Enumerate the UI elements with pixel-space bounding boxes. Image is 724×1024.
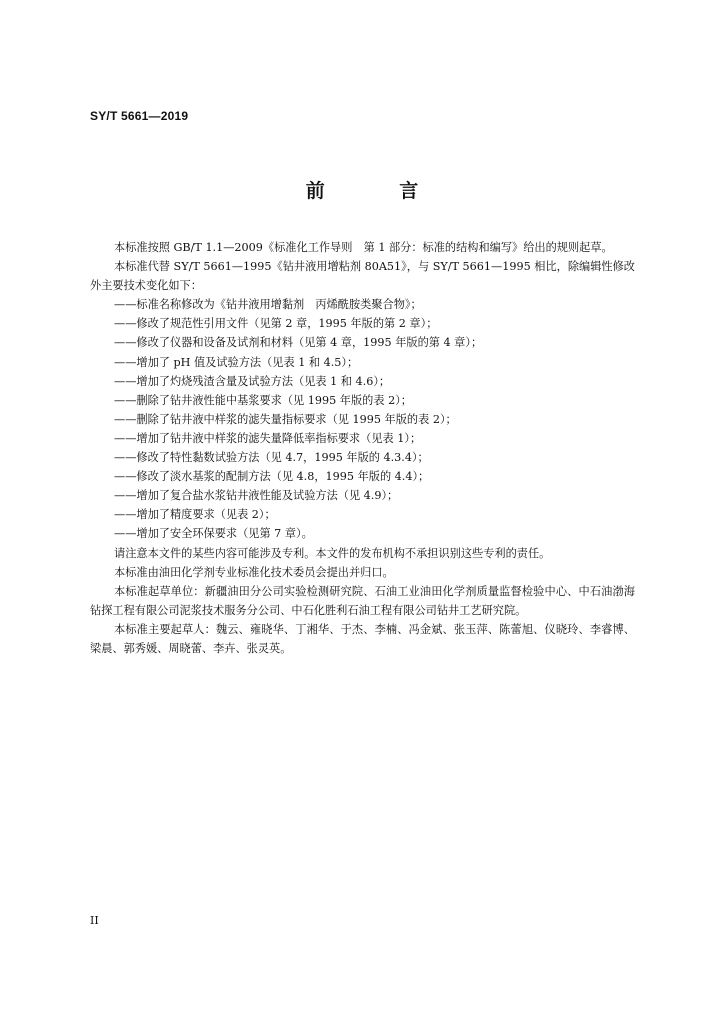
standard-code: SY/T 5661—2019 <box>90 109 189 123</box>
foreword-title: 前 言 <box>305 180 453 202</box>
page-number: II <box>90 914 99 927</box>
change-item: ——增加了钻井液中样浆的滤失量降低率指标要求（见表 1）； <box>114 431 422 445</box>
change-item: ——增加了安全环保要求（见第 7 章）。 <box>114 527 313 541</box>
change-item: ——修改了特性黏数试验方法（见 4.7，1995 年版的 4.3.4）； <box>114 451 429 465</box>
paragraph-drafters: 本标准主要起草人：魏云、雍晓华、丁湘华、于杰、李楠、冯金斌、张玉萍、陈蕾旭、仪晓玲、李睿博、梁晨、郭秀媛、周晓蕾、李卉、张灵英。 <box>90 622 635 655</box>
foreword-body <box>90 238 635 658</box>
change-item: ——增加了 pH 值及试验方法（见表 1 和 4.5）； <box>114 355 359 369</box>
paragraph-replacement: 本标准代替 SY/T 5661—1995《钻井液用增粘剂 80A51》，与 SY/T 5661—1995 相比，除编辑性修改外主要技术变化如下： <box>90 260 635 293</box>
change-item: ——修改了规范性引用文件（见第 2 章，1995 年版的第 2 章）； <box>114 317 438 331</box>
change-item: ——增加了精度要求（见表 2）； <box>114 508 276 522</box>
paragraph-drafting-rules: 本标准按照 GB/T 1.1—2009《标准化工作导则 第 1 部分：标准的结构和编写》给出的规则起草。 <box>114 241 613 254</box>
paragraph-patent-notice: 请注意本文件的某些内容可能涉及专利。本文件的发布机构不承担识别这些专利的责任。 <box>114 546 551 560</box>
paragraph-proposer: 本标准由油田化学剂专业标准化技术委员会提出并归口。 <box>114 565 394 579</box>
change-item: ——增加了灼烧残渣含量及试验方法（见表 1 和 4.6）； <box>114 374 391 388</box>
change-item: ——修改了仪器和设备及试剂和材料（见第 4 章，1995 年版的第 4 章）； <box>114 336 483 350</box>
change-item: ——修改了淡水基浆的配制方法（见 4.8，1995 年版的 4.4）； <box>114 470 430 484</box>
change-item: ——删除了钻井液中样浆的滤失量指标要求（见 1995 年版的表 2）； <box>114 412 457 426</box>
change-item: ——标准名称修改为《钻井液用增黏剂 丙烯酰胺类聚合物》； <box>114 298 422 312</box>
change-item: ——增加了复合盐水浆钻井液性能及试验方法（见 4.9）； <box>114 489 399 503</box>
paragraph-drafting-units: 本标准起草单位：新疆油田分公司实验检测研究院、石油工业油田化学剂质量监督检验中心、中石油渤海钻探工程有限公司泥浆技术服务分公司、中石化胜利石油工程有限公司钻井工艺研究院。 <box>90 584 635 617</box>
change-item: ——删除了钻井液性能中基浆要求（见 1995 年版的表 2）； <box>114 393 412 407</box>
